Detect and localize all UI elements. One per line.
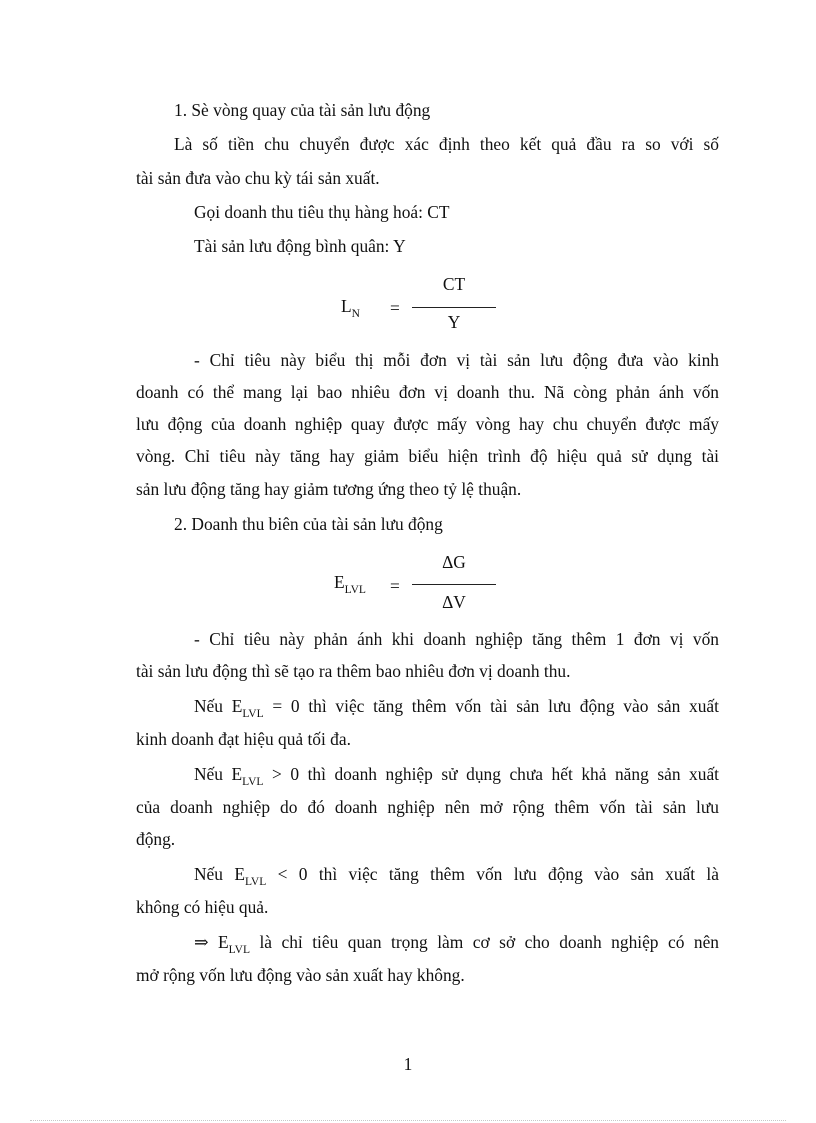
paragraph-line: tài sản lưu động thì sẽ tạo ra thêm bao nhiêu đơn vị doanh thu. [136, 661, 571, 681]
formula-lhs-symbol: E [334, 572, 345, 592]
formula-numerator: CT [442, 274, 466, 294]
paragraph-line: Là số tiền chu chuyển được xác định theo kết quả đầu ra so với số [174, 134, 719, 154]
text-run: < 0 thì việc tăng thêm vốn lưu động vào sản xuất là [266, 864, 719, 884]
paragraph-line [194, 862, 719, 889]
text-run: > 0 thì doanh nghiệp sử dụng chưa hết khả năng sản xuất [263, 764, 719, 784]
heading-2: 2. Doanh thu biên của tài sản lưu động [174, 514, 443, 534]
subscript: LVL [244, 876, 267, 888]
formula-lhs-subscript: N [351, 308, 360, 320]
formula-denominator: ΔV [442, 592, 466, 612]
paragraph-line: của doanh nghiệp do đó doanh nghiệp nên mở rộng thêm vốn tài sản lưu [136, 797, 719, 817]
fraction-bar [412, 584, 496, 585]
text-run: Nếu E [194, 864, 245, 884]
paragraph-line: - Chỉ tiêu này phản ánh khi doanh nghiệp tăng thêm 1 đơn vị vốn [194, 629, 719, 649]
formula-numerator: ΔG [442, 552, 466, 572]
fraction-bar [412, 307, 496, 308]
formula-lhs [334, 570, 366, 597]
text-run: Nếu E [194, 764, 243, 784]
paragraph-line: vòng. Chỉ tiêu này tăng hay giảm biểu hiện trình độ hiệu quả sử dụng tài [136, 446, 719, 466]
paragraph-line: doanh có thể mang lại bao nhiêu đơn vị doanh thu. Nã còng phản ánh vốn [136, 382, 719, 402]
text-run: Nếu E [194, 696, 243, 716]
page-bottom-divider [30, 1120, 786, 1121]
paragraph-line: không có hiệu quả. [136, 897, 269, 917]
paragraph-line: lưu động của doanh nghiệp quay được mấy vòng hay chu chuyển được mấy [136, 414, 719, 434]
formula-equals: = [390, 298, 400, 318]
paragraph-line: - Chỉ tiêu này biểu thị mỗi đơn vị tài sản lưu động đưa vào kinh [194, 350, 719, 370]
subscript: LVL [242, 708, 264, 720]
subscript: LVL [242, 776, 264, 788]
paragraph-line: mở rộng vốn lưu động vào sản xuất hay không. [136, 965, 465, 985]
paragraph-line: Tài sản lưu động bình quân: Y [194, 236, 406, 256]
paragraph-line: tài sản đưa vào chu kỳ tái sản xuất. [136, 168, 380, 188]
paragraph-line [194, 930, 719, 957]
text-run: là chỉ tiêu quan trọng làm cơ sở cho doanh nghiệp có nên [249, 932, 719, 952]
formula-denominator: Y [447, 312, 461, 332]
paragraph-line: sản lưu động tăng hay giảm tương ứng theo tỷ lệ thuận. [136, 479, 522, 499]
page-number: 1 [403, 1054, 413, 1074]
formula-lhs-subscript: LVL [344, 584, 366, 596]
paragraph-line: động. [136, 829, 176, 849]
paragraph-line: Gọi doanh thu tiêu thụ hàng hoá: CT [194, 202, 450, 222]
paragraph-line [194, 694, 719, 721]
heading-1: 1. Sè vòng quay của tài sản lưu động [174, 100, 431, 120]
subscript: LVL [228, 944, 250, 956]
implies-arrow-text: ⇒ E [194, 932, 229, 952]
formula-lhs [341, 294, 360, 321]
paragraph-line: kinh doanh đạt hiệu quả tối đa. [136, 729, 351, 749]
text-run: = 0 thì việc tăng thêm vốn tài sản lưu động vào sản xuất [263, 696, 719, 716]
formula-equals: = [390, 576, 400, 596]
paragraph-line [194, 762, 719, 789]
formula-lhs-symbol: L [341, 296, 352, 316]
